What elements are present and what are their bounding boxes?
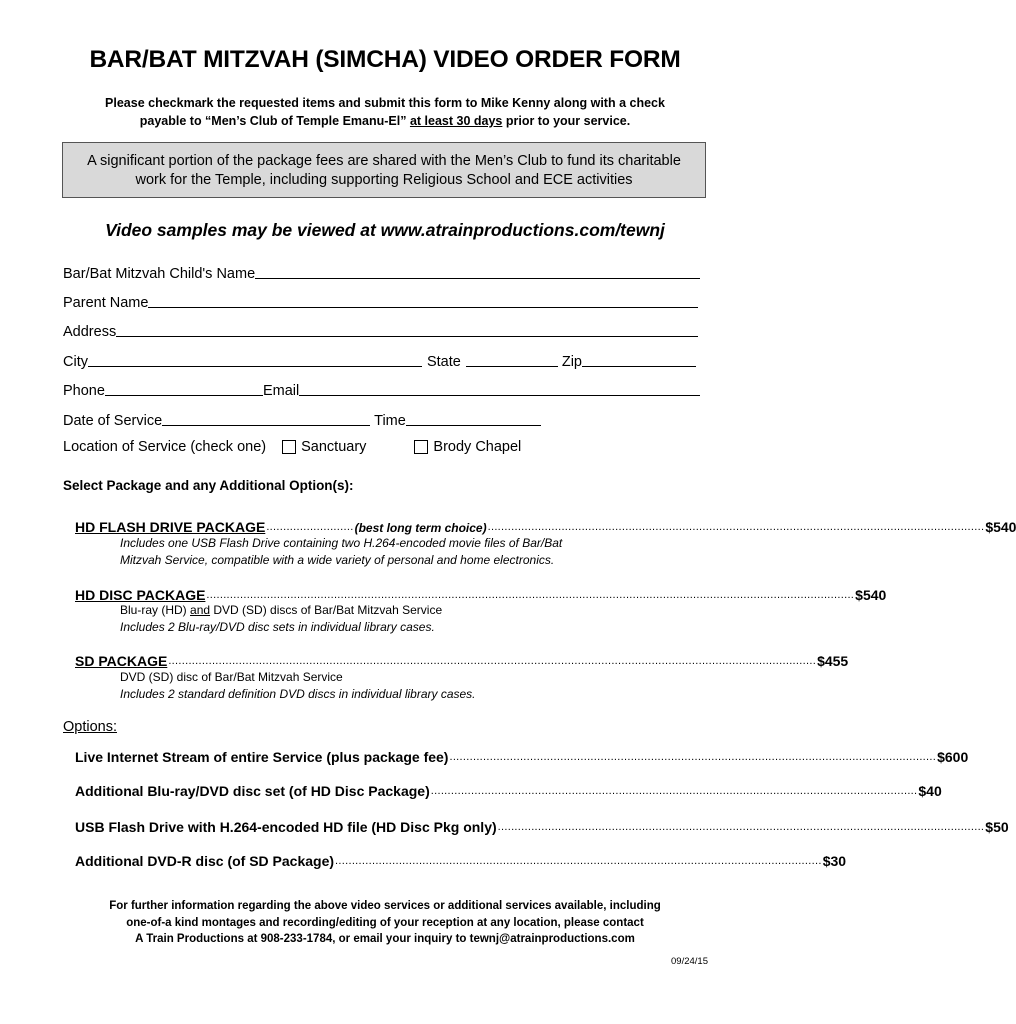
dot-leader: ................................................................................................................................................. xyxy=(335,855,822,867)
address-label: Address xyxy=(63,324,117,340)
deadline-text: at least 30 days xyxy=(409,114,503,128)
email-field[interactable] xyxy=(299,381,700,396)
dot-leader: ................................................................................................................................................................................................. xyxy=(206,589,855,601)
package-price: $540 xyxy=(855,587,887,603)
option-price: $50 xyxy=(985,819,1009,835)
dot-leader: .......................... xyxy=(266,521,354,533)
contact-footer xyxy=(40,898,730,948)
form-revision-date: 09/24/15 xyxy=(671,956,708,967)
package-price: $455 xyxy=(817,653,849,669)
options-heading: Options: xyxy=(63,719,117,735)
brody-chapel-label: Brody Chapel xyxy=(433,439,522,455)
sanctuary-label: Sanctuary xyxy=(301,439,367,455)
phone-email-row xyxy=(63,379,700,399)
option-name: Live Internet Stream of entire Service (plus package fee) xyxy=(75,749,449,765)
location-row xyxy=(63,439,521,455)
address-field[interactable] xyxy=(116,322,698,337)
date-label: Date of Service xyxy=(63,413,163,429)
package-hd-flash-drive xyxy=(63,517,1016,535)
sanctuary-checkbox[interactable] xyxy=(282,440,296,454)
date-time-row xyxy=(63,409,541,429)
option-price: $40 xyxy=(918,783,942,799)
form-title: BAR/BAT MITZVAH (SIMCHA) VIDEO ORDER FORM xyxy=(89,46,681,73)
option-live-stream xyxy=(63,747,969,765)
address-row xyxy=(63,320,698,340)
package-sd-description: DVD (SD) disc of Bar/Bat Mitzvah Service Includes 2 standard definition DVD discs in individual library cases. xyxy=(120,670,476,701)
package-name: HD FLASH DRIVE PACKAGE xyxy=(75,519,266,535)
location-label: Location of Service (check one) xyxy=(63,439,267,455)
option-name: Additional DVD-R disc (of SD Package) xyxy=(75,853,335,869)
child-name-field[interactable] xyxy=(255,264,700,279)
state-field[interactable] xyxy=(466,352,558,367)
dot-leader: ................................................................................................................................................. xyxy=(449,751,937,763)
footer-line-3: A Train Productions at 908-233-1784, or email your inquiry to tewnj@atrainproductions.com xyxy=(135,933,635,945)
intro-text xyxy=(40,94,730,130)
footer-line-1: For further information regarding the above video services or additional services available, including xyxy=(109,900,661,912)
package-hd-flash-drive-description: Includes one USB Flash Drive containing two H.264-encoded movie files of Bar/Bat Mitzvah Service, compatible with a wide variety of personal and home electronics. xyxy=(120,536,563,567)
dot-leader: .................................................................................................................................................... xyxy=(487,521,985,533)
date-field[interactable] xyxy=(162,411,370,426)
package-name: HD DISC PACKAGE xyxy=(75,587,206,603)
phone-field[interactable] xyxy=(105,381,263,396)
package-name: SD PACKAGE xyxy=(75,653,168,669)
city-state-zip-row xyxy=(63,350,696,370)
parent-name-row xyxy=(63,291,698,311)
parent-name-field[interactable] xyxy=(148,293,698,308)
option-name: USB Flash Drive with H.264-encoded HD file (HD Disc Pkg only) xyxy=(75,819,497,835)
zip-label: Zip xyxy=(561,354,582,370)
option-extra-dvd xyxy=(63,851,847,869)
intro-line-1: Please checkmark the requested items and submit this form to Mike Kenny along with a check xyxy=(105,96,665,110)
city-label: City xyxy=(63,354,88,370)
dot-leader: ................................................................................................................................................. xyxy=(497,821,985,833)
city-field[interactable] xyxy=(88,352,422,367)
child-name-label: Bar/Bat Mitzvah Child's Name xyxy=(63,266,256,282)
package-hd-disc-description: Blu-ray (HD) and DVD (SD) discs of Bar/Bat Mitzvah Service Includes 2 Blu-ray/DVD disc sets in individual library cases. xyxy=(120,603,443,634)
select-package-heading: Select Package and any Additional Option(s): xyxy=(63,478,354,493)
parent-name-label: Parent Name xyxy=(63,295,149,311)
video-samples-link[interactable]: Video samples may be viewed at www.atrainproductions.com/tewnj xyxy=(105,220,665,240)
package-sd xyxy=(63,651,849,669)
time-label: Time xyxy=(374,413,406,429)
child-name-row xyxy=(63,262,700,282)
phone-label: Phone xyxy=(63,383,105,399)
notice-line-2: work for the Temple, including supporting Religious School and ECE activities xyxy=(135,172,633,188)
brody-chapel-checkbox[interactable] xyxy=(414,440,428,454)
email-label: Email xyxy=(262,383,300,399)
option-price: $30 xyxy=(822,853,847,869)
option-extra-bluray-set xyxy=(63,781,942,799)
dot-leader: ................................................................................................................................................................................................. xyxy=(168,655,817,667)
option-price: $600 xyxy=(937,749,969,765)
option-name: Additional Blu-ray/DVD disc set (of HD Disc Package) xyxy=(75,783,430,799)
intro-line-2: payable to “Men’s Club of Temple Emanu-El” at least 30 days prior to your service. xyxy=(139,114,631,128)
package-hd-disc xyxy=(63,585,887,603)
zip-field[interactable] xyxy=(582,352,696,367)
package-price: $540 xyxy=(985,519,1016,535)
state-label: State xyxy=(426,354,461,370)
footer-line-2: one-of-a kind montages and recording/editing of your reception at any location, please contact xyxy=(126,916,644,929)
package-note: (best long term choice) xyxy=(354,521,487,535)
option-usb-flash-drive xyxy=(63,817,1009,835)
dot-leader: ................................................................................................................................................. xyxy=(430,785,918,797)
notice-line-1: A significant portion of the package fees are shared with the Men’s Club to fund its charitable xyxy=(87,153,681,169)
notice-box xyxy=(62,142,706,198)
time-field[interactable] xyxy=(406,411,541,426)
